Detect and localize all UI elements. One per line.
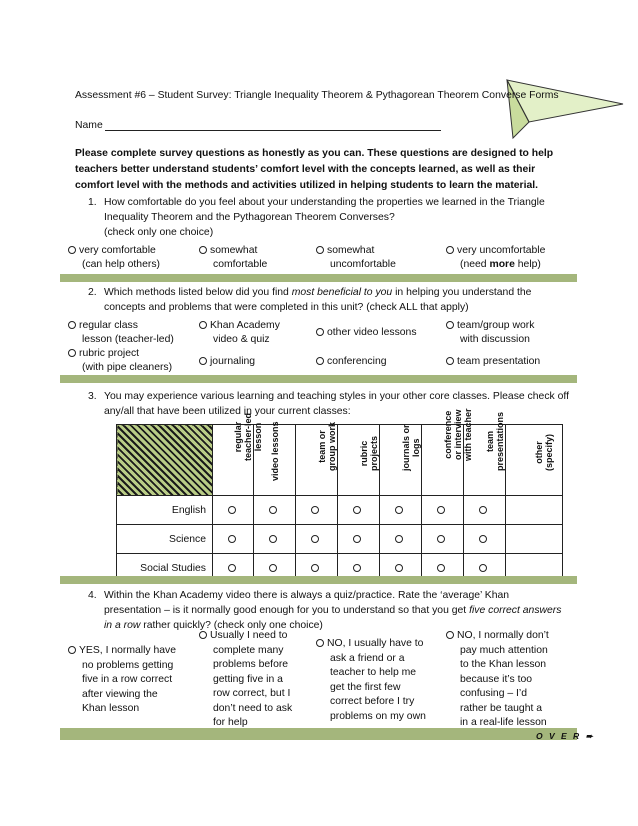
q2-option-khan-academy[interactable]: Khan Academy video & quiz bbox=[199, 319, 280, 347]
checkbox-circle-icon[interactable] bbox=[228, 506, 236, 514]
row-label-science: Science bbox=[117, 525, 213, 554]
checkbox-circle-icon[interactable] bbox=[269, 506, 277, 514]
col-header-team-group-work: team or group work bbox=[296, 425, 338, 496]
q4-option-no-need-help[interactable]: NO, I usually have to ask a friend or a teacher to help me get the first few correct before I try problems on my own bbox=[316, 637, 426, 724]
hatched-corner-cell bbox=[117, 425, 213, 496]
other-specify-cell[interactable] bbox=[506, 496, 563, 525]
checkbox-circle-icon[interactable] bbox=[199, 357, 207, 365]
paper-airplane-icon bbox=[505, 72, 625, 142]
checkbox-circle-icon[interactable] bbox=[395, 506, 403, 514]
checkbox-circle-icon[interactable] bbox=[353, 564, 361, 572]
checkbox-circle-icon[interactable] bbox=[437, 564, 445, 572]
q1-option-very-uncomfortable[interactable]: very uncomfortable (need more help) bbox=[446, 244, 545, 272]
checkbox-circle-icon[interactable] bbox=[228, 564, 236, 572]
col-header-other: other (specify) bbox=[506, 425, 563, 496]
checkbox-circle-icon[interactable] bbox=[68, 349, 76, 357]
col-header-rubric-projects: rubric projects bbox=[338, 425, 380, 496]
q2-option-team-presentation[interactable]: team presentation bbox=[446, 355, 540, 369]
checkbox-circle-icon[interactable] bbox=[316, 357, 324, 365]
q1-option-very-comfortable[interactable]: very comfortable (can help others) bbox=[68, 244, 160, 272]
q1-number: 1. bbox=[88, 197, 97, 208]
checkbox-circle-icon[interactable] bbox=[446, 321, 454, 329]
col-header-team-presentations: team presentations bbox=[464, 425, 506, 496]
arrow-right-icon: ➨ bbox=[585, 731, 595, 741]
radio-circle-icon[interactable] bbox=[446, 246, 454, 254]
checkbox-circle-icon[interactable] bbox=[68, 321, 76, 329]
q2-option-regular-class[interactable]: regular class lesson (teacher-led) bbox=[68, 319, 174, 347]
q1-option-somewhat-uncomfortable[interactable]: somewhat uncomfortable bbox=[316, 244, 396, 272]
footer-bar bbox=[60, 728, 577, 740]
name-underline[interactable] bbox=[105, 119, 441, 131]
checkbox-circle-icon[interactable] bbox=[437, 506, 445, 514]
q2-question: Which methods listed below did you find most beneficial to you in helping you understand the concepts and problems that were completed in this unit? (check ALL that apply) bbox=[104, 287, 532, 313]
q1-text-line: How comfortable do you feel about your understanding the properties we learned in the Triangle bbox=[104, 197, 545, 208]
q3-number: 3. bbox=[88, 391, 97, 402]
q4-option-yes[interactable]: YES, I normally have no problems getting five in a row correct after viewing the Khan lesson bbox=[68, 644, 176, 717]
radio-circle-icon[interactable] bbox=[316, 639, 324, 647]
section-divider bbox=[60, 576, 577, 584]
q2-option-journaling[interactable]: journaling bbox=[199, 355, 255, 369]
q1-text-line: (check only one choice) bbox=[104, 227, 214, 238]
survey-title: Assessment #6 – Student Survey: Triangle Inequality Theorem & Pythagorean Theorem Converse Forms bbox=[75, 90, 559, 101]
name-label: Name bbox=[75, 120, 103, 131]
checkbox-circle-icon[interactable] bbox=[311, 564, 319, 572]
radio-circle-icon[interactable] bbox=[316, 246, 324, 254]
radio-circle-icon[interactable] bbox=[68, 246, 76, 254]
checkbox-circle-icon[interactable] bbox=[269, 535, 277, 543]
table-row bbox=[117, 496, 563, 525]
checkbox-circle-icon[interactable] bbox=[353, 535, 361, 543]
checkbox-circle-icon[interactable] bbox=[395, 564, 403, 572]
section-divider bbox=[60, 375, 577, 383]
radio-circle-icon[interactable] bbox=[199, 631, 207, 639]
radio-circle-icon[interactable] bbox=[446, 631, 454, 639]
row-label-social-studies: Social Studies bbox=[117, 554, 213, 583]
q4-question: Within the Khan Academy video there is always a quiz/practice. Rate the ‘average’ Khan presentation – is it normally good enough for you to understand so that you get five correct answers in a row rather quickly? (check only one choice) bbox=[104, 590, 562, 631]
radio-circle-icon[interactable] bbox=[199, 246, 207, 254]
q4-option-no-confusing[interactable]: NO, I normally don’t pay much attention to the Khan lesson because it’s too confusing – I’d rather be taught a in a real-life lesson bbox=[446, 629, 549, 731]
col-header-regular-teacher-led: regular teacher-led lesson bbox=[213, 425, 254, 496]
q2-option-team-group-work[interactable]: team/group work with discussion bbox=[446, 319, 534, 347]
q4-number: 4. bbox=[88, 590, 97, 601]
q2-option-conferencing[interactable]: conferencing bbox=[316, 355, 387, 369]
q2-option-other-video[interactable]: other video lessons bbox=[316, 326, 417, 340]
over-label: O V E R ➨ bbox=[536, 731, 595, 741]
checkbox-circle-icon[interactable] bbox=[446, 357, 454, 365]
q4-option-usually[interactable]: Usually I need to complete many problems before getting five in a row correct, but I don’t need to ask for help bbox=[199, 629, 292, 731]
checkbox-circle-icon[interactable] bbox=[479, 535, 487, 543]
checkbox-circle-icon[interactable] bbox=[316, 328, 324, 336]
col-header-conference: conference or interview with teacher bbox=[422, 425, 464, 496]
q1-option-somewhat-comfortable[interactable]: somewhat comfortable bbox=[199, 244, 267, 272]
survey-instructions: Please complete survey questions as honestly as you can. These questions are designed to help teachers better understand students’ comfort level with the concepts learned, as well as their comfort level with the methods and activities utilized in helping students to learn the material. bbox=[75, 148, 554, 191]
checkbox-circle-icon[interactable] bbox=[479, 506, 487, 514]
q2-number: 2. bbox=[88, 287, 97, 298]
q3-question: You may experience various learning and teaching styles in your other core classes. Please check off any/all that have been utilized in your current classes: bbox=[104, 391, 569, 417]
q2-option-rubric-project[interactable]: rubric project (with pipe cleaners) bbox=[68, 347, 172, 375]
checkbox-circle-icon[interactable] bbox=[395, 535, 403, 543]
checkbox-circle-icon[interactable] bbox=[437, 535, 445, 543]
section-divider bbox=[60, 274, 577, 282]
radio-circle-icon[interactable] bbox=[68, 646, 76, 654]
checkbox-circle-icon[interactable] bbox=[311, 506, 319, 514]
other-specify-cell[interactable] bbox=[506, 525, 563, 554]
q1-question bbox=[104, 195, 584, 240]
checkbox-circle-icon[interactable] bbox=[353, 506, 361, 514]
q1-text-line: Inequality Theorem and the Pythagorean Theorem Converses? bbox=[104, 212, 395, 223]
checkbox-circle-icon[interactable] bbox=[228, 535, 236, 543]
col-header-video-lessons: video lessons bbox=[254, 425, 296, 496]
checkbox-circle-icon[interactable] bbox=[269, 564, 277, 572]
checkbox-circle-icon[interactable] bbox=[199, 321, 207, 329]
col-header-journals-logs: journals or logs bbox=[380, 425, 422, 496]
name-field[interactable] bbox=[75, 119, 441, 131]
checkbox-circle-icon[interactable] bbox=[479, 564, 487, 572]
table-row bbox=[117, 525, 563, 554]
classes-styles-table bbox=[116, 408, 563, 583]
row-label-english: English bbox=[117, 496, 213, 525]
checkbox-circle-icon[interactable] bbox=[311, 535, 319, 543]
